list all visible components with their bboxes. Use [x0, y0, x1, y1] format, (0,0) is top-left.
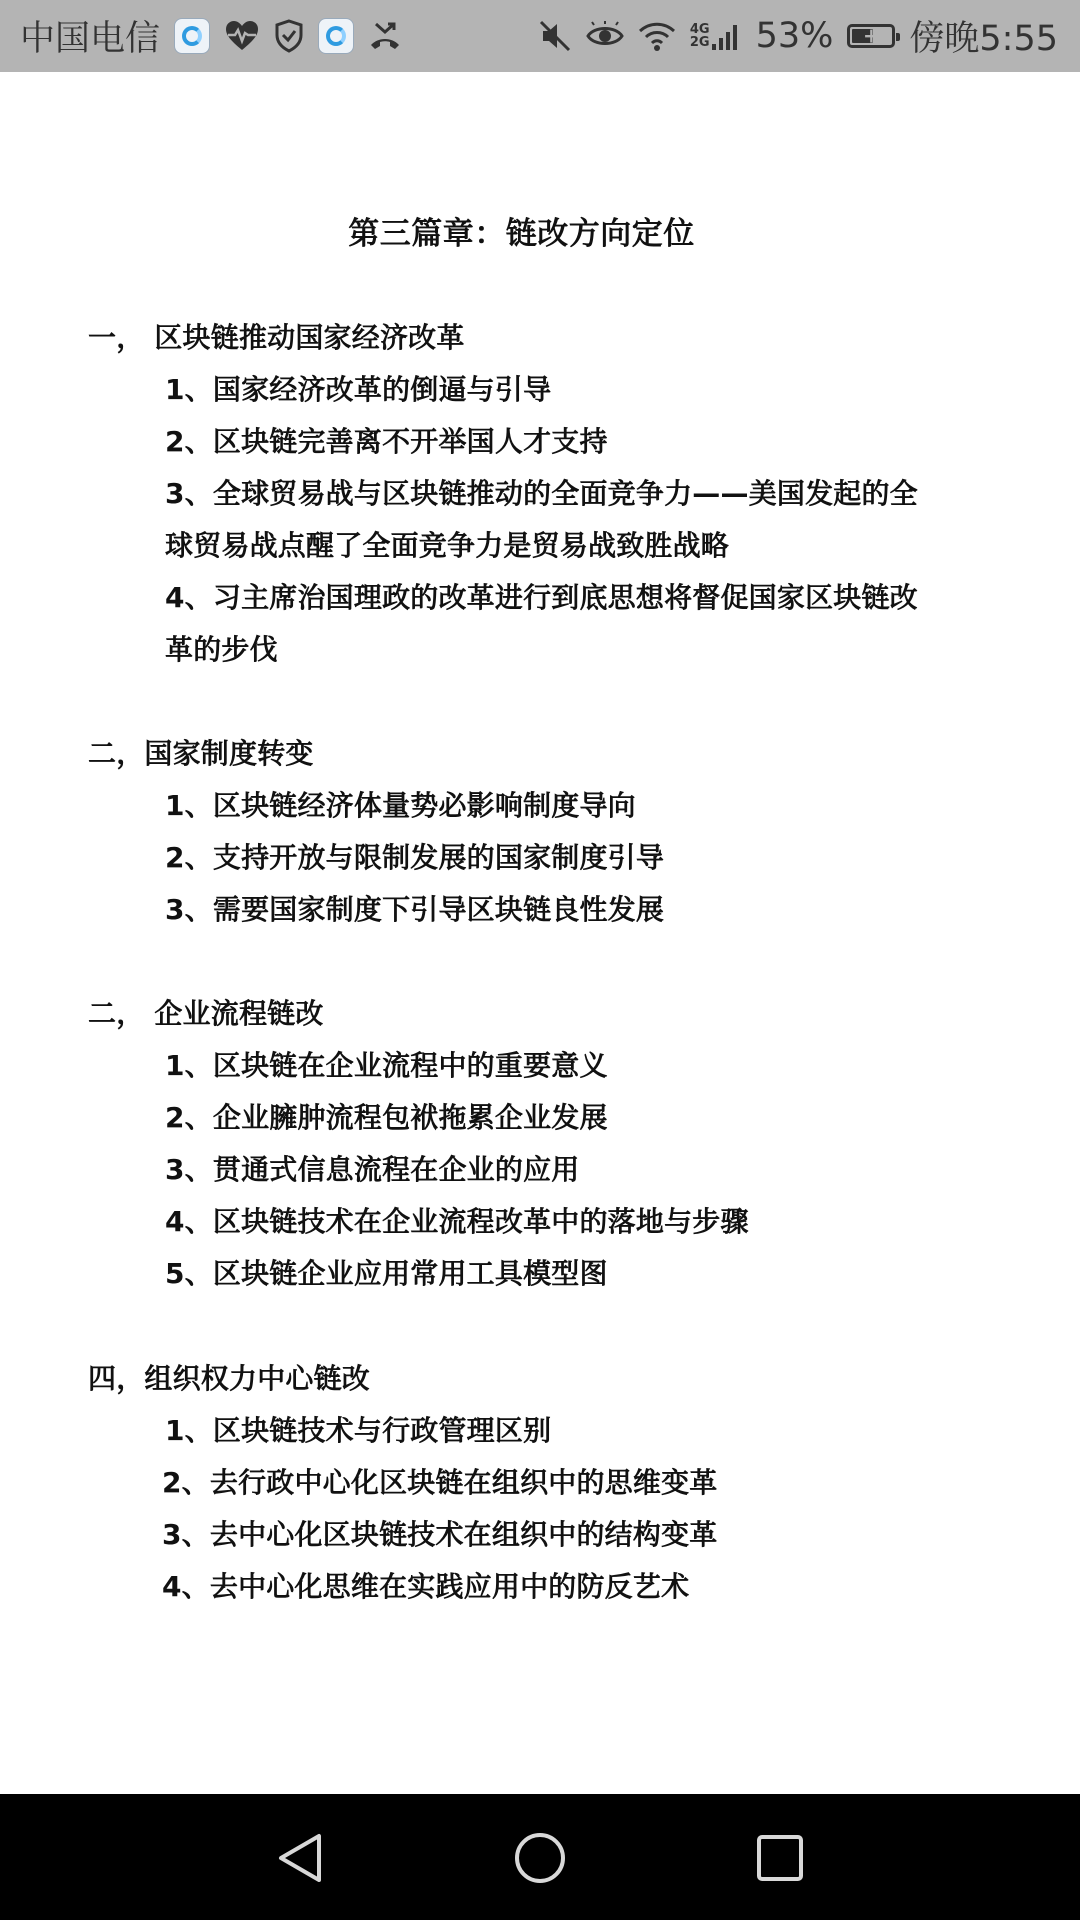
home-button[interactable]: [514, 1832, 566, 1884]
list-item: 4、习主席治国理政的改革进行到底思想将督促国家区块链改: [165, 581, 918, 614]
cellular-signal-icon: [712, 20, 742, 52]
section-heading: 四，组织权力中心链改: [88, 1362, 371, 1395]
status-bar: [0, 0, 1080, 72]
battery-percent: 53%: [755, 16, 834, 56]
list-item: 3、贯通式信息流程在企业的应用: [165, 1153, 580, 1186]
document-page: [0, 72, 1080, 1794]
network-type-label: 4G 2G: [689, 22, 710, 50]
health-heart-icon: [224, 20, 260, 52]
list-item: 3、需要国家制度下引导区块链良性发展: [165, 893, 665, 926]
status-bar-left: [20, 0, 416, 72]
back-triangle-icon: [277, 1832, 323, 1884]
list-item: 2、企业臃肿流程包袱拖累企业发展: [165, 1101, 608, 1134]
list-item: 2、去行政中心化区块链在组织中的思维变革: [162, 1466, 718, 1499]
list-item: 3、去中心化区块链技术在组织中的结构变革: [162, 1518, 718, 1551]
section-heading: 二，国家制度转变: [88, 737, 314, 770]
list-item: 1、区块链技术与行政管理区别: [165, 1414, 552, 1447]
back-button[interactable]: [274, 1832, 326, 1884]
list-item-continuation: 球贸易战点醒了全面竞争力是贸易战致胜战略: [165, 529, 730, 562]
battery-charging-icon: +: [847, 24, 895, 48]
document-title: 第三篇章：链改方向定位: [348, 216, 695, 252]
list-item: 4、区块链技术在企业流程改革中的落地与步骤: [165, 1205, 749, 1238]
list-item: 1、区块链经济体量势必影响制度导向: [165, 789, 636, 822]
eye-comfort-icon: [586, 21, 624, 51]
browser-app-icon: [174, 18, 210, 54]
wifi-icon: [638, 20, 676, 52]
section-heading: 二， 企业流程链改: [88, 997, 324, 1030]
navigation-bar: [0, 1794, 1080, 1920]
list-item: 5、区块链企业应用常用工具模型图: [165, 1257, 608, 1290]
list-item: 2、支持开放与限制发展的国家制度引导: [165, 841, 665, 874]
list-item: 4、去中心化思维在实践应用中的防反艺术: [162, 1570, 690, 1603]
mute-icon: [538, 19, 572, 53]
list-item-continuation: 革的步伐: [165, 633, 278, 666]
home-circle-icon: [514, 1832, 566, 1884]
carrier-name: 中国电信: [20, 19, 161, 59]
list-item: 3、全球贸易战与区块链推动的全面竞争力——美国发起的全: [165, 477, 918, 510]
status-bar-right: [538, 0, 1058, 72]
list-item: 1、区块链在企业流程中的重要意义: [165, 1049, 608, 1082]
list-item: 1、国家经济改革的倒逼与引导: [165, 373, 552, 406]
browser-app-icon: [318, 18, 354, 54]
shield-check-icon: [274, 19, 304, 53]
recents-square-icon: [756, 1834, 804, 1882]
missed-call-icon: [368, 21, 402, 51]
clock-time: 傍晚5:55: [909, 19, 1058, 59]
recents-button[interactable]: [754, 1832, 806, 1884]
list-item: 2、区块链完善离不开举国人才支持: [165, 425, 608, 458]
section-heading: 一， 区块链推动国家经济改革: [88, 321, 465, 354]
